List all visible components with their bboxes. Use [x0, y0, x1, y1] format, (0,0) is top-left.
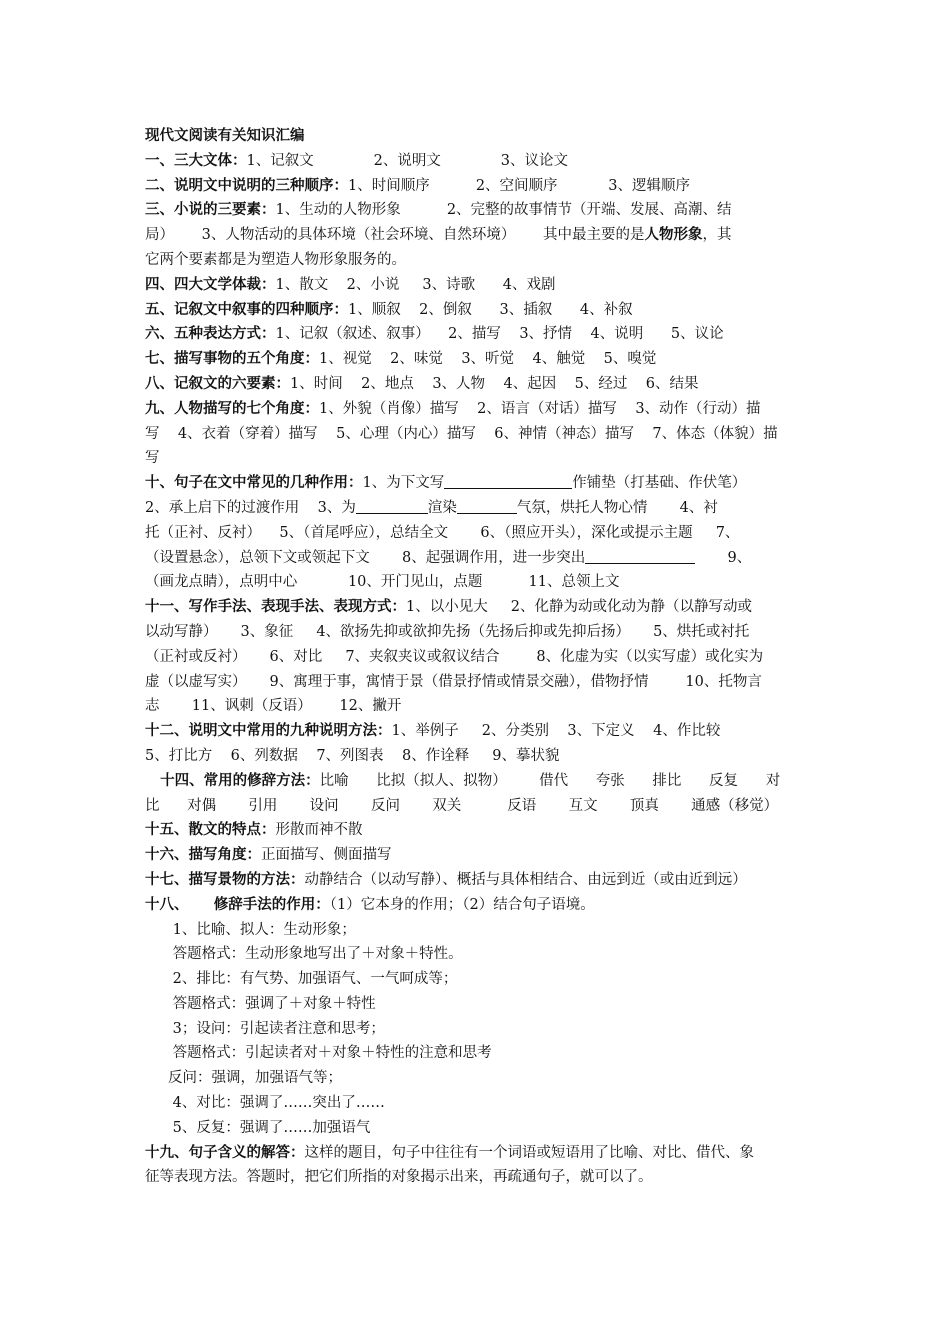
text-line — [145, 1116, 810, 1141]
section-text: 1、视觉 2、味觉 3、听觉 4、触觉 5、嗅觉 — [319, 351, 657, 368]
text-line — [145, 595, 810, 620]
text-line — [145, 496, 810, 521]
text-line — [145, 1017, 810, 1042]
section-heading: 七、描写事物的五个角度： — [145, 350, 319, 368]
text-line — [145, 1165, 810, 1190]
document-title: 现代文阅读有关知识汇编 — [145, 127, 305, 144]
fill-in-blank — [444, 472, 572, 489]
section-heading: 十二、说明文中常用的九种说明方法： — [145, 722, 392, 740]
text-line — [145, 645, 810, 670]
section-text: 这样的题目，句子中往往有一个词语或短语用了比喻、对比、借代、象 — [304, 1144, 754, 1161]
section-text: 2、承上启下的过渡作用 3、为 — [145, 499, 356, 516]
document-body — [145, 124, 810, 1190]
section-heading: 二、说明文中说明的三种顺序： — [145, 176, 348, 194]
section-heading: 八、记叙文的六要素： — [145, 374, 290, 392]
section-text: 1、时间 2、地点 3、人物 4、起因 5、经过 6、结果 — [290, 375, 699, 392]
section-heading: 十六、描写角度： — [145, 846, 261, 864]
section-text: 写 4、衣着（穿着）描写 5、心理（内心）描写 6、神情（神态）描写 7、体态（体貌）描 — [145, 425, 778, 442]
text-line — [145, 794, 810, 819]
text-line — [145, 694, 810, 719]
section-text: 以动写静） 3、象征 4、欲扬先抑或欲抑先扬（先扬后抑或先抑后扬） 5、烘托或衬托 — [145, 623, 750, 640]
section-text: 2、排比：有气势、加强语气、一气呵成等； — [145, 971, 458, 988]
section-heading: 九、人物描写的七个角度： — [145, 399, 319, 417]
text-line — [145, 744, 810, 769]
text-line — [145, 546, 810, 571]
text-line — [145, 992, 810, 1017]
section-text: 托（正衬、反衬） 5、（首尾呼应），总结全文 6、（照应开头），深化或提示主题 7、 — [145, 524, 740, 541]
section-text: 征等表现方法。答题时，把它们所指的对象揭示出来，再疏通句子，就可以了。 — [145, 1169, 653, 1186]
section-text: 渲染 — [427, 499, 457, 516]
section-text: （1）它本身的作用；（2）结合句子语境。 — [329, 896, 595, 913]
text-line — [145, 967, 810, 992]
text-line — [145, 422, 810, 447]
text-line — [145, 1091, 810, 1116]
text-line — [145, 198, 810, 223]
text-line — [145, 347, 810, 372]
section-text: 比喻 比拟（拟人、拟物） 借代 夸张 排比 反复 对 — [319, 772, 781, 789]
text-line — [145, 670, 810, 695]
section-text: 反问：强调，加强语气等； — [145, 1070, 343, 1087]
section-heading: 十七、描写景物的方法： — [145, 870, 305, 888]
text-line — [145, 446, 810, 471]
section-text: 虚（以虚写实） 9、寓理于事，寓情于景（借景抒情或情景交融），借物抒情 10、托物言 — [145, 673, 762, 690]
section-heading: 三、小说的三要素： — [145, 201, 276, 219]
text-line — [145, 223, 810, 248]
fill-in-blank — [457, 497, 517, 514]
text-line — [145, 893, 810, 918]
section-text: （画龙点睛），点明中心 10、开门见山，点题 11、总领上文 — [145, 574, 620, 591]
section-text: 答题格式：生动形象地写出了＋对象＋特性。 — [145, 946, 463, 963]
section-text: ，其 — [702, 227, 732, 244]
section-text: 1、为下文写 — [362, 475, 445, 492]
text-line — [145, 1141, 810, 1166]
section-text: 比 对偶 引用 设问 反问 双关 反语 互文 顶真 通感（移觉） — [145, 797, 779, 814]
section-text: 1、记叙（叙述、叙事） 2、描写 3、抒情 4、说明 5、议论 — [275, 326, 724, 343]
text-line — [145, 818, 810, 843]
section-text: 1、外貌（肖像）描写 2、语言（对话）描写 3、动作（行动）描 — [319, 400, 761, 417]
text-line — [145, 1066, 810, 1091]
section-text: 1、时间顺序 2、空间顺序 3、逻辑顺序 — [348, 177, 690, 194]
section-text: 5、打比方 6、列数据 7、列图表 8、作诠释 9、摹状貌 — [145, 747, 560, 764]
section-text: 动静结合（以动写静）、概括与具体相结合、由远到近（或由近到远） — [304, 871, 747, 888]
section-text: 1、记叙文 2、说明文 3、议论文 — [246, 152, 569, 169]
section-text: 它两个要素都是为塑造人物形象服务的。 — [145, 251, 406, 268]
text-line — [145, 273, 810, 298]
text-line — [145, 298, 810, 323]
text-line — [145, 843, 810, 868]
section-text: 作铺垫（打基础、作伏笔） — [572, 475, 747, 492]
document-lines — [145, 149, 810, 1190]
section-text: 志 11、讽刺（反语） 12、撇开 — [145, 698, 402, 715]
fill-in-blank — [356, 497, 428, 514]
section-text: 形散而神不散 — [275, 822, 363, 839]
section-text: 1、比喻、拟人：生动形象； — [145, 921, 356, 938]
section-text: 1、散文 2、小说 3、诗歌 4、戏剧 — [275, 276, 556, 293]
section-text: 气氛，烘托人物心情 4、衬 — [516, 499, 718, 516]
section-heading: 十一、写作手法、表现手法、表现方式： — [145, 598, 406, 616]
text-line — [145, 942, 810, 967]
text-line — [145, 248, 810, 273]
section-heading: 十八、 修辞手法的作用： — [145, 895, 330, 913]
emphasis-text: 人物形象 — [644, 226, 703, 244]
section-text: 正面描写、侧面描写 — [261, 847, 392, 864]
text-line — [145, 149, 810, 174]
section-text: 答题格式：引起读者对＋对象＋特性的注意和思考 — [145, 1045, 492, 1062]
section-text: 1、以小见大 2、化静为动或化动为静（以静写动或 — [406, 599, 752, 616]
text-line — [145, 397, 810, 422]
text-line — [145, 769, 810, 794]
section-heading: 六、五种表达方式： — [145, 325, 276, 343]
section-text: （设置悬念），总领下文或领起下文 8、起强调作用，进一步突出 — [145, 549, 586, 566]
text-line — [145, 521, 810, 546]
text-line — [145, 1041, 810, 1066]
section-text: 3；设问：引起读者注意和思考； — [145, 1020, 385, 1037]
text-line — [145, 918, 810, 943]
section-text: 答题格式：强调了＋对象＋特性 — [145, 995, 376, 1012]
section-text: 局） 3、人物活动的具体环境（社会环境、自然环境） 其中最主要的是 — [145, 227, 645, 244]
text-line — [145, 620, 810, 645]
section-text: 1、生动的人物形象 2、完整的故事情节（开端、发展、高潮、结 — [275, 202, 732, 219]
section-heading: 十四、常用的修辞方法： — [145, 771, 320, 789]
text-line — [145, 372, 810, 397]
text-line — [145, 174, 810, 199]
text-line — [145, 322, 810, 347]
fill-in-blank — [585, 547, 695, 564]
section-text: 1、顺叙 2、倒叙 3、插叙 4、补叙 — [348, 301, 633, 318]
section-heading: 五、记叙文中叙事的四种顺序： — [145, 300, 348, 318]
section-heading: 十、句子在文中常见的几种作用： — [145, 474, 363, 492]
section-text: 9、 — [695, 549, 752, 566]
section-text: （正衬或反衬） 6、对比 7、夹叙夹议或叙议结合 8、化虚为实（以实写虚）或化实为 — [145, 648, 764, 665]
text-line — [145, 719, 810, 744]
section-heading: 一、三大文体： — [145, 151, 247, 169]
text-line — [145, 471, 810, 496]
section-heading: 十九、句子含义的解答： — [145, 1143, 305, 1161]
text-line — [145, 868, 810, 893]
section-text: 1、举例子 2、分类别 3、下定义 4、作比较 — [391, 723, 721, 740]
section-text: 5、反复：强调了……加强语气 — [145, 1119, 371, 1136]
text-line — [145, 570, 810, 595]
section-heading: 十五、散文的特点： — [145, 821, 276, 839]
section-text: 4、对比：强调了……突出了…… — [145, 1095, 385, 1112]
section-heading: 四、四大文学体裁： — [145, 275, 276, 293]
section-text: 写 — [145, 450, 160, 467]
